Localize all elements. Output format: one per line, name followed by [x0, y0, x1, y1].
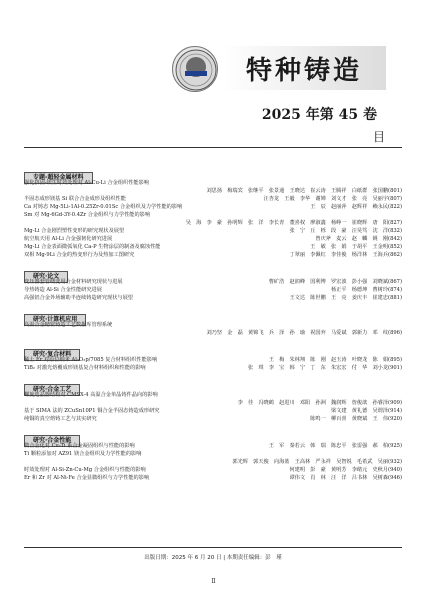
article-title[interactable] — [24, 278, 402, 286]
article-title-text: 双相 Mg-9Li 合金的热变形行为及热加工图研究 — [24, 252, 135, 258]
article-authors: 王 军 秦若云 韩 瑞 陈忠平 张雷强 郝 柏(925) — [268, 443, 402, 449]
article-title[interactable] — [24, 442, 402, 450]
article-title-text: 基于 SIMA 法的 ZCuSn10P1 铜合金半固态铸造成形研究 — [24, 408, 160, 414]
journal-header — [0, 0, 427, 150]
article-title-text: Ti 颗粒添加对 AZ91 镁合金组织及力学性能的影响 — [24, 451, 142, 457]
article-authors: 张 琪 李 宝 韩 宁 丁 东 朱宏宏 付 华 刘小龙(901) — [247, 365, 402, 371]
article-title[interactable] — [24, 294, 402, 302]
article-title[interactable] — [24, 474, 402, 482]
footer-divider — [24, 547, 402, 548]
article-authors: 曾庆斧 麦云 赵 麟 姚 刚(842) — [315, 236, 402, 242]
article-title[interactable] — [24, 391, 402, 399]
article-title-text: Sm 对 Mg-6Gd-3Y-0.4Zr 合金组织与力学性能的影响 — [24, 212, 151, 218]
article-title-text: Mg-Li 合金表面微弧氧化 Ca-P 生物涂层的制备及腐蚀性能 — [24, 244, 161, 250]
article-authors: 李 佳 冯晓鹤 赵进川 邓阳 孙洲 魏润辉 詹俊歆 孙睿泽(909) — [237, 400, 402, 406]
article-authors: 陈鸣一 柳百喜 黄晓斌 王 伟(920) — [310, 416, 402, 422]
article-title-text: 航空航天用 Al-Li 合金强韧化研究进展 — [24, 236, 113, 242]
article-authors: 丁翠丽 李佩红 李佳俊 杨洋林 王海兵(862) — [289, 252, 402, 258]
article-authors: 郭光辉 郭天俊 向海蓝 王高林 严永祥 吴智锐 毛希武 吴丽(932) — [232, 459, 402, 465]
article-title[interactable] — [24, 243, 402, 251]
article-authors: 何建明 彭 豪 黄明芳 李绪元 史秋月(940) — [289, 467, 402, 473]
article-title-text: 变压器套管绕变用合金材料研究现状与进展 — [24, 279, 123, 285]
article-authors: 王 敏 张 娟 于胡平 王金明(852) — [310, 244, 402, 250]
section-heading — [24, 306, 402, 323]
article-authors: 汪杏龙 王毅 李华 谢婵 刘文才 张 亮 吴丽宇(807) — [263, 196, 402, 202]
article-authors: 王文达 陈世鹏 王 亮 姜庆丰 崔建忠(881) — [289, 295, 402, 301]
section-label: 研究·合金性能 — [24, 435, 80, 447]
article-title-text: 强化挤固-镁生时效处理对 Al-Cu-Li 合金组织性能影响 — [24, 180, 149, 186]
article-authors: 张 宁 丘 栎 段 豪 汪昊笃 沈 洋(832) — [289, 228, 402, 234]
publish-info: 出版日期：2025 年 6 月 20 日 | 本期责任编辑：彭 瑾 — [144, 555, 282, 561]
article-title[interactable] — [24, 364, 402, 372]
volume-label: 2025 年第 45 卷 — [261, 107, 377, 123]
section-heading — [24, 164, 402, 181]
article-title[interactable] — [24, 195, 402, 203]
journal-masthead — [222, 46, 386, 90]
article-title-text: 导热铸造 Al-Si 合金性能研究进展 — [24, 287, 102, 293]
page-number: Ⅱ — [211, 578, 216, 585]
section-label: 研究·论文 — [24, 271, 68, 283]
article-title[interactable] — [24, 407, 402, 415]
section-heading — [24, 341, 402, 358]
article-title-text: 半固态成形镁基 Si 联合合金成形及组织性能 — [24, 196, 126, 202]
article-title-text: 高强铝合金外场辅助半连续铸造研究现状与展望 — [24, 295, 133, 301]
article-title[interactable] — [24, 227, 402, 235]
journal-logo — [172, 46, 218, 92]
section-heading — [24, 427, 402, 444]
article-title[interactable] — [24, 235, 402, 243]
article-title-text: TiB₂ 对激光熔覆成形镁基复合材料组织和性能的影响 — [24, 365, 146, 371]
article-title[interactable] — [24, 203, 402, 211]
article-title-text: Ca 对铸态 Mg-5Li-1Al-0.25Zr-0.01Sc 合金组织及力学性能的影响 — [24, 204, 183, 210]
journal-title: 特种铸造 — [246, 56, 363, 86]
article-title[interactable] — [24, 466, 402, 474]
section-heading — [24, 263, 402, 280]
article-authors: 曹矿浩 赵润峰 国利博 罗宏波 彭小强 刘晓斌(867) — [268, 279, 402, 285]
article-authors: 谭伟文 肖 林 汪 洋 吕书林 吴树森(946) — [289, 475, 402, 481]
section-label: 研究·复合材料 — [24, 349, 80, 361]
article-title[interactable] — [24, 356, 402, 364]
section-heading — [24, 376, 402, 393]
article-title-text: 微合金化对 Cu-Ti 系合金凝固组织与性能的影响 — [24, 443, 135, 449]
article-authors: 王 梅 朱林翔 陈 刚 赵玉涛 叶晓龙 陈 娟(895) — [268, 357, 402, 363]
article-title[interactable] — [24, 450, 402, 458]
article-title[interactable] — [24, 251, 402, 259]
article-title-text: 高温合金精密铸造工艺数据库管理系统 — [24, 322, 113, 328]
table-of-contents — [24, 160, 402, 482]
article-title-text: 时效处理对 Al-Si-Zn-Cu-Mg 合金组织与性能的影响 — [24, 467, 146, 473]
contents-label: 目 — [372, 130, 397, 144]
article-title-text: 纯铜的真空熔铸工艺与其实研究 — [24, 416, 97, 422]
article-title[interactable] — [24, 211, 402, 219]
article-title-text: 稀土 Er 对原位纳米 Al₃O₃p/7085 复合材料组织性能影响 — [24, 357, 158, 363]
top-divider — [24, 147, 402, 148]
article-authors: 刘思扬 梅瑞宾 张继平 张景通 王晓达 崔云涛 王腾祥 白纸群 张国鹏(801) — [206, 188, 402, 194]
article-title[interactable] — [24, 415, 402, 423]
article-title[interactable] — [24, 286, 402, 294]
article-title[interactable] — [24, 321, 402, 329]
article-authors: 杨正平 杨德坤 曹树玲(874) — [330, 287, 402, 293]
article-title-text: 螺旋选晶器结构对 CMSX-4 高温合金单晶铸件晶向的影响 — [24, 392, 158, 398]
section-label: 专题-超轻金属材料 — [24, 172, 93, 184]
section-label: 研究·计算机应用 — [24, 314, 86, 326]
article-authors: 王 辰 赵丽萍 赵辉祥 赖永民(822) — [310, 204, 402, 210]
article-authors: 梁文建 黄礼德 吴谓泽(914) — [330, 408, 402, 414]
article-title-text: Er 和 Zr 对 Al-Ni-Fe 合金显微组织与力学性能的影响 — [24, 475, 150, 481]
article-authors: 刘乃坚 金 磊 黄锦飞 兵 泽 孙 瑜 祝国弃 马爱斌 郭新力 邓 纹(896) — [206, 330, 402, 336]
article-authors: 吴 海 李 豪 孙明辉 张 洋 李长青 董喜权 廖淑鑫 杨峥一 崔晓辉 唐 阳(827) — [185, 220, 402, 226]
section-label: 研究·合金工艺 — [24, 384, 80, 396]
article-title-text: Mg-Li 合金剧烈塑性变形的研究现状及展望 — [24, 228, 125, 234]
article-title[interactable] — [24, 179, 402, 187]
